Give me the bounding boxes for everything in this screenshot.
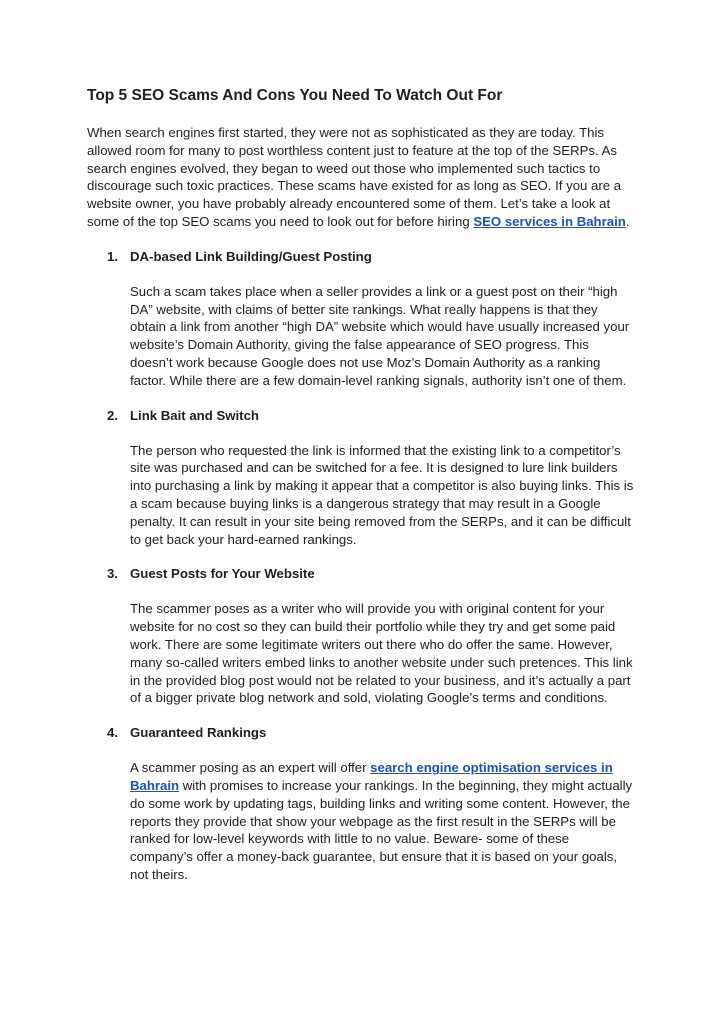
section-body-before: A scammer posing as an expert will offer bbox=[130, 760, 371, 776]
section-body-after: with promises to increase your rankings. In the beginning, they might actually do some work by updating tags, building links and writing some content. However, the reports they provide that show your webpage as the first result in the SERPs will be ranked for low-level keywords with little to no value. Beware- some of these company’s offer a money-back guarantee, but ensure that it is based on your goals, not theirs. bbox=[130, 777, 633, 882]
list-number: 3. bbox=[107, 566, 118, 582]
intro-text: When search engines first started, they were not as sophisticated as they are today. This allowed room for many to post worthless content just to feature at the top of the SERPs. As search engines evolved, they began to weed out those who implemented such tactics to discourage such toxic practices. These scams have existed for as long as SEO. If you are a website owner, you have probably already encountered some of them. Let’s take a look at some of the top SEO scams you need to look out for before hiring bbox=[87, 125, 622, 229]
section-body: The person who requested the link is informed that the existing link to a competitor’s site was purchased and can be switched for a fee. It is designed to lure link builders into purchasing a link by making it appear that a competitor is also buying links. This is a scam because buying links is a dangerous strategy that may result in a Google penalty. It can result in your site being removed from the SERPs, and it can be difficult to get back your hard-earned rankings. bbox=[130, 442, 634, 547]
intro-after: . bbox=[625, 213, 630, 229]
section-body: The scammer poses as a writer who will provide you with original content for your website for no cost so they can build their portfolio while they try and get some paid work. There are some legitimate writers out there who do offer the same. However, many so-called writers embed links to another website under such pretences. This link in the provided blog post would not be related to your business, and it’s actually a part of a bigger private blog network and sold, violating Google’s terms and conditions. bbox=[130, 601, 633, 706]
seo-optimisation-services-link[interactable]: search engine optimisation services in Bahrain bbox=[130, 760, 613, 793]
list-number: 2. bbox=[107, 407, 118, 423]
list-item bbox=[87, 724, 635, 884]
intro-paragraph bbox=[87, 124, 635, 231]
section-body: Such a scam takes place when a seller provides a link or a guest post on their “high DA” website, with claims of better site rankings. What really happens is that they obtain a link from another “high DA” website which would have usually increased your website’s Domain Authority, giving the false appearance of SEO progress. This doesn’t work because Google does not use Moz’s Domain Authority as a ranking factor. While there are a few domain-level ranking signals, authority isn’t one of them. bbox=[130, 283, 630, 388]
section-heading: Guest Posts for Your Website bbox=[130, 566, 315, 582]
section-heading: Link Bait and Switch bbox=[130, 407, 259, 423]
seo-services-link[interactable]: SEO services in Bahrain bbox=[473, 213, 626, 229]
list-item bbox=[87, 248, 635, 390]
section-heading: Guaranteed Rankings bbox=[130, 725, 267, 741]
document-title: Top 5 SEO Scams And Cons You Need To Watch Out For bbox=[87, 87, 503, 104]
section-body bbox=[130, 759, 635, 884]
list-item bbox=[87, 565, 635, 707]
section-heading: DA-based Link Building/Guest Posting bbox=[130, 248, 372, 264]
document-page bbox=[87, 86, 635, 884]
scam-list bbox=[87, 248, 635, 884]
list-number: 1. bbox=[107, 248, 118, 264]
list-item bbox=[87, 407, 635, 549]
list-number: 4. bbox=[107, 725, 118, 741]
